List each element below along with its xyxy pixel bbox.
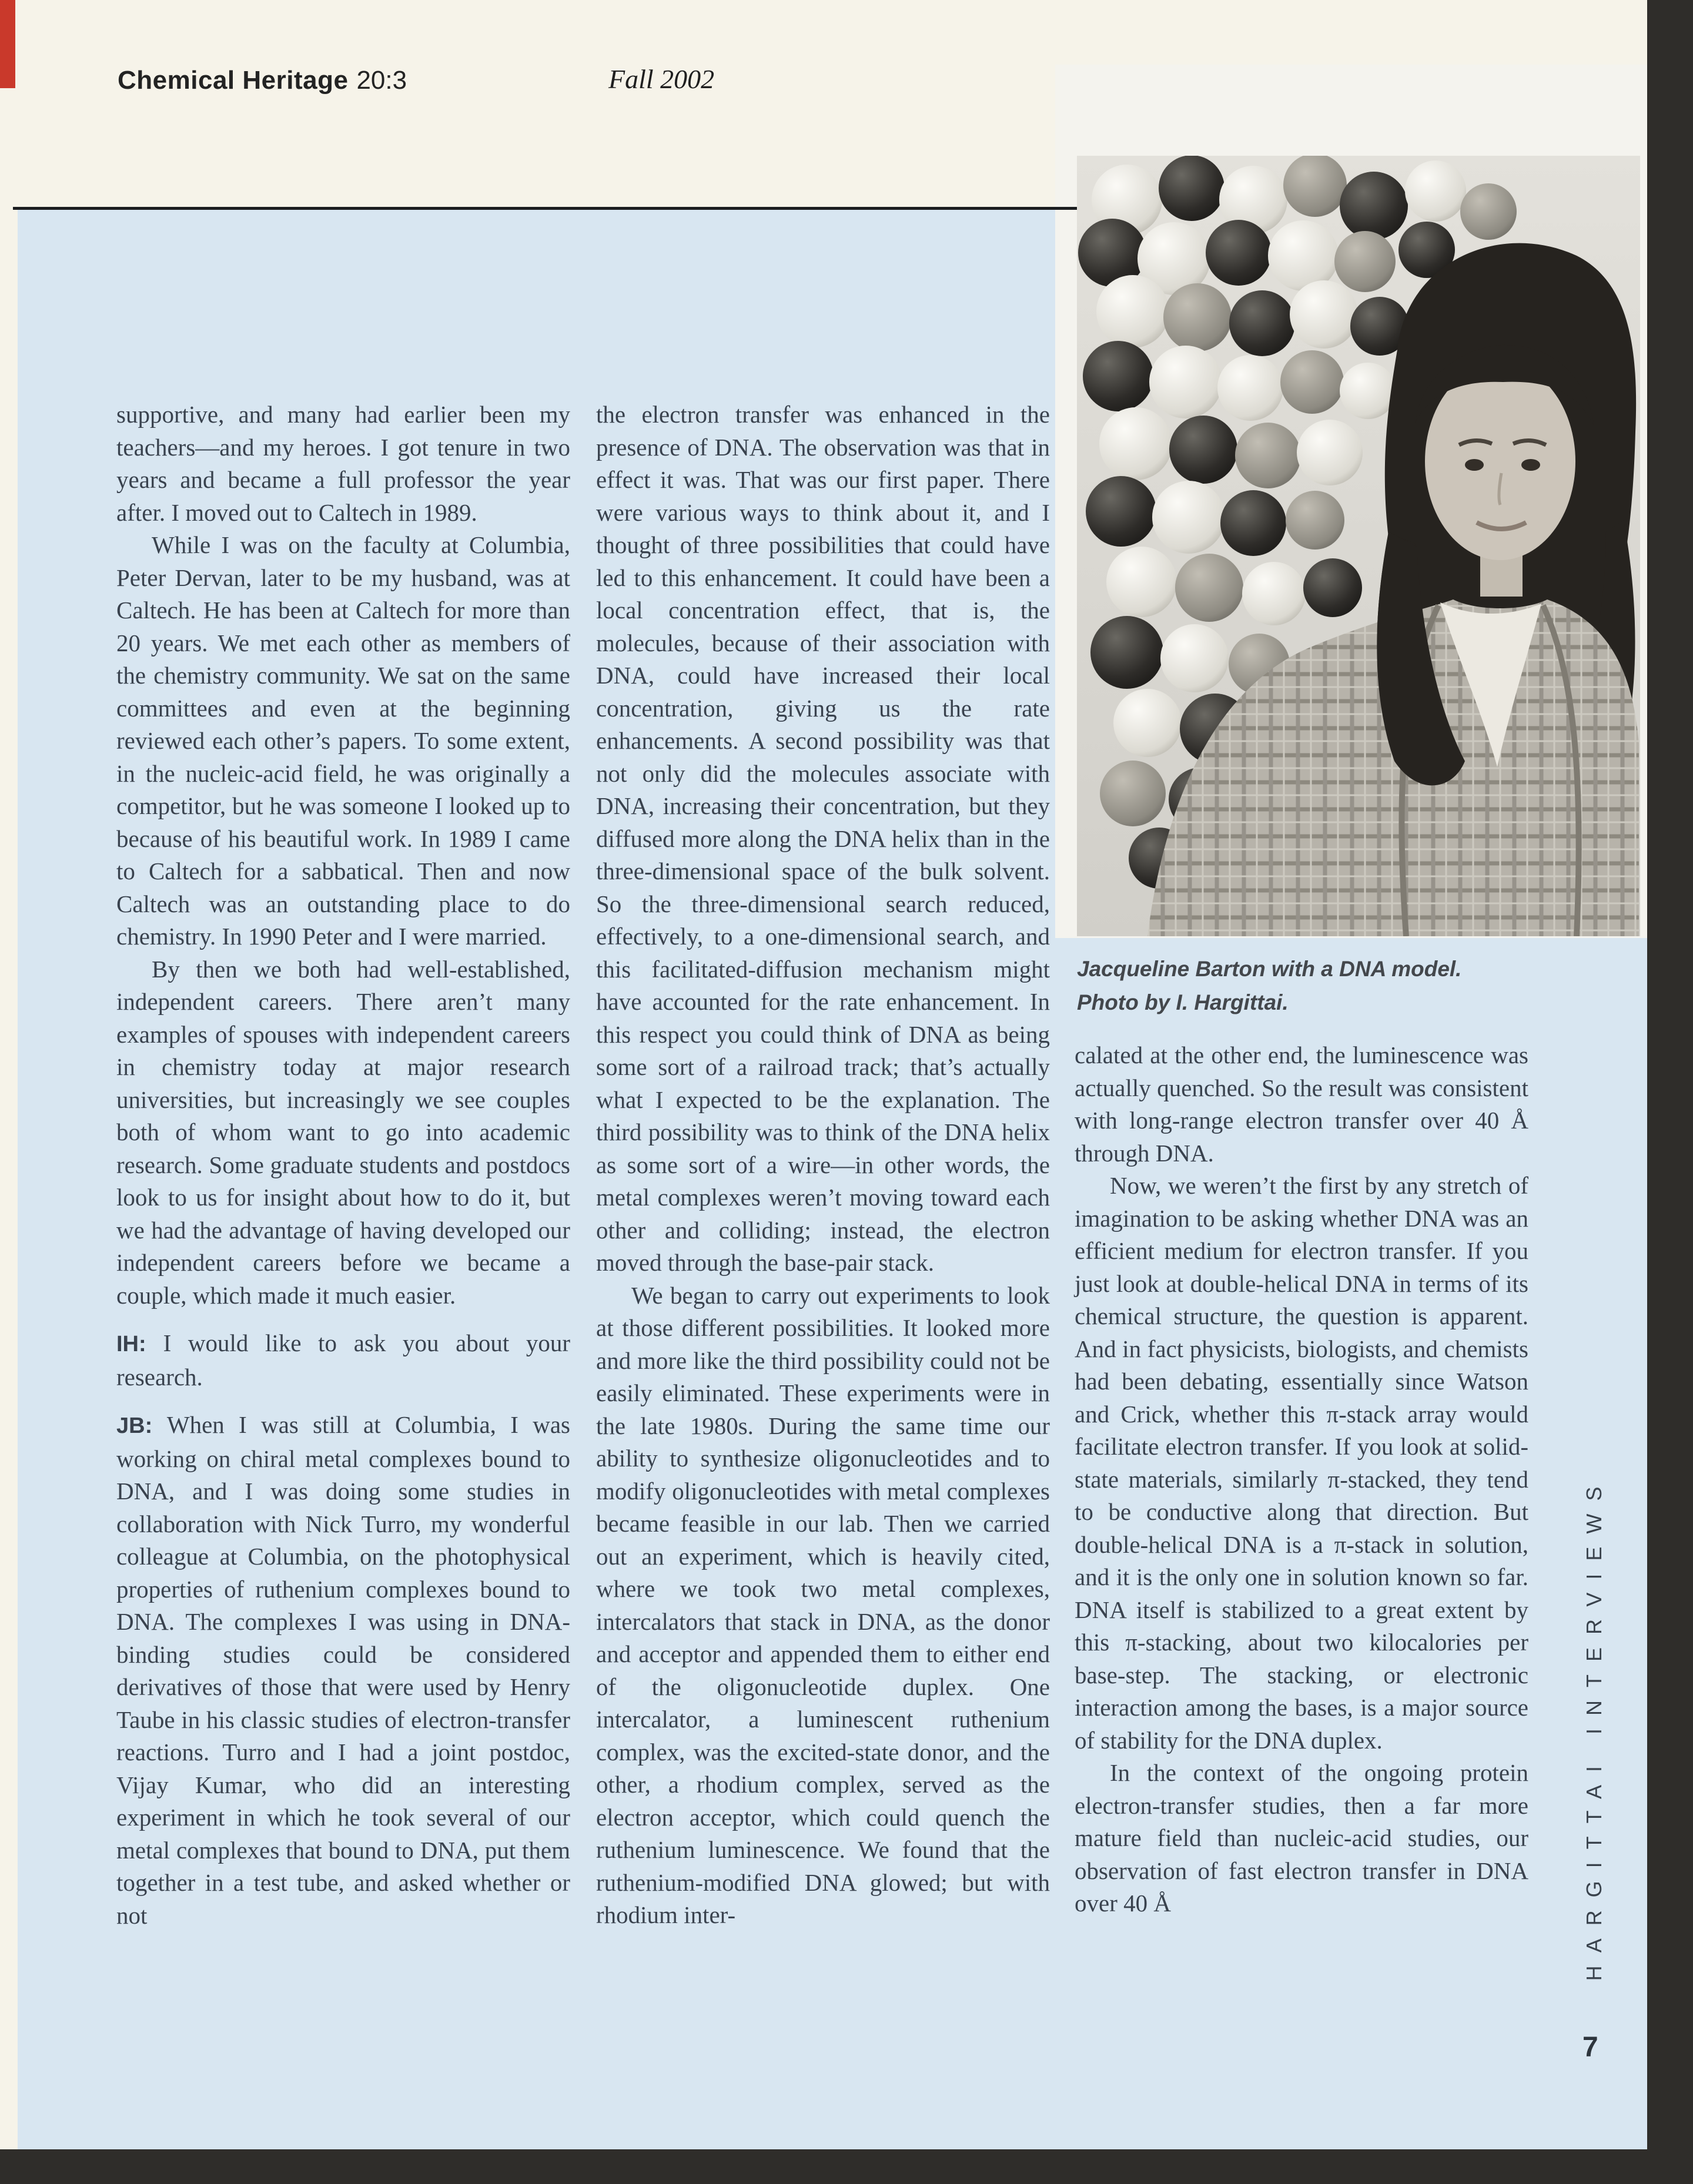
- issue-number: 20:3: [356, 66, 407, 95]
- speaker-label: IH:: [116, 1332, 163, 1356]
- speaker-label: JB:: [116, 1413, 167, 1438]
- text-column-1: [116, 398, 570, 2021]
- body-paragraph: calated at the other end, the luminescence was actually quenched. So the result was consistent with long-range electron transfer over 40 Å through DNA.: [1075, 1041, 1528, 1167]
- body-paragraph: Now, we weren’t the first by any stretch of imagination to be asking whether DNA was an efficient medium for electron transfer. If you just look at double-helical DNA in terms of its chemical structure, the question is apparent. And in fact physicists, biologists, and chemists had been debating, essentially since Watson and Crick, whether this π-stack array would facilitate electron transfer. If you look at solid-state materials, similarly π-stacked, they tend to be conductive along that direction. But double-helical DNA is a π-stack in solution, and it is the only one in solution known so far. DNA itself is stabilized to a great extent by this π-stacking, about two kilocalories per base-step. The stacking, or electronic interaction among the bases, is a major source of stability for the DNA duplex.: [1075, 1172, 1528, 1754]
- photo-caption-line1: Jacqueline Barton with a DNA model.: [1077, 957, 1462, 981]
- photo-caption: [1077, 952, 1606, 1019]
- issue-season: Fall 2002: [608, 64, 715, 94]
- text-column-2: [596, 398, 1050, 2021]
- body-paragraph: the electron transfer was enhanced in the presence of DNA. The observation was that in effect it was. That was our first paper. There were various ways to think about it, and I thought of three possibilities that could have led to this enhancement. It could have been a local concentration effect, that is, the molecules, because of their association with DNA, could have increased their local concentration, giving us the rate enhancements. A second possibility was that not only did the molecules associate with DNA, increasing their concentration, but they diffused more along the DNA helix than in the three-dimensional space of the bulk solvent. So the three-dimensional search reduced, effectively, to a one-dimensional search, and this facilitated-diffusion mechanism might have accounted for the rate enhancement. In this respect you could think of DNA as being some sort of a railroad track; that’s actually what I expected to be the explanation. The third possibility was to think of the DNA helix as some sort of a wire—in other words, the metal complexes weren’t moving toward each other and colliding; instead, the electron moved through the base-pair stack.: [596, 401, 1050, 1276]
- header-rule: [13, 207, 1089, 210]
- body-paragraph: We began to carry out experiments to look at those different possibilities. It looked more and more like the third possibility could not be easily eliminated. These experiments were in the late 1980s. During the same time our ability to synthesize oligonucleotides and to modify oligonucleotides with metal complexes became feasible in our lab. Then we carried out an experiment, which is heavily cited, where we took two metal complexes, intercalators that stack in DNA, as the donor and acceptor and appended them to either end of the oligonucleotide duplex. One intercalator, a luminescent ruthenium complex, was the excited-state donor, and the other, a rhodium complex, served as the electron acceptor, which could quench the ruthenium luminescence. We found that the ruthenium-modified DNA glowed; but with rhodium inter-: [596, 1281, 1050, 1928]
- body-paragraph: IH: I would like to ask you about your research.: [116, 1329, 570, 1391]
- text-column-3: [1075, 1039, 1528, 2050]
- body-paragraph: In the context of the ongoing protein electron-transfer studies, then a far more mature field than nucleic-acid studies, our observation of fast electron transfer in DNA over 40 Å: [1075, 1759, 1528, 1917]
- section-vertical-label: HARGITTAI INTERVIEWS: [1582, 1473, 1606, 1981]
- magazine-name: Chemical Heritage: [118, 66, 349, 95]
- binding-red-stripe: [0, 0, 15, 88]
- photo-caption-line2: Photo by I. Hargittai.: [1077, 990, 1289, 1014]
- body-paragraph: JB: When I was still at Columbia, I was working on chiral metal complexes bound to DNA, and I was doing some studies in collaboration with Nick Turro, my wonderful colleague at Columbia, on the photophysical properties of ruthenium complexes bound to DNA. The complexes I was using in DNA-binding studies could be considered derivatives of those that were used by Henry Taube in his classic studies of electron-transfer reactions. Turro and I had a joint postdoc, Vijay Kumar, who did an interesting experiment in which he took several of our metal complexes that bound to DNA, put them together in a test tube, and asked whether or not: [116, 1411, 570, 1929]
- body-paragraph: While I was on the faculty at Columbia, Peter Dervan, later to be my husband, was at Caltech. He has been at Caltech for more than 20 years. We met each other as members of the chemistry community. We sat on the same committees and even at the beginning reviewed each other’s papers. To some extent, in the nucleic-acid field, he was originally a competitor, but he was someone I looked up to because of his beautiful work. In 1989 I came to Caltech for a sabbatical. Then and now Caltech was an outstanding place to do chemistry. In 1990 Peter and I were married.: [116, 531, 570, 950]
- magazine-title: [118, 66, 407, 95]
- body-paragraph: supportive, and many had earlier been my teachers—and my heroes. I got tenure in two years and became a full professor the year after. I moved out to Caltech in 1989.: [116, 401, 570, 526]
- barton-photo: [1077, 156, 1640, 936]
- body-paragraph: By then we both had well-established, independent careers. There aren’t many examples of spouses with independent careers in chemistry today at major research universities, but increasingly we see couples both of whom want to go into academic research. Some graduate students and postdocs look to us for insight about how to do it, but we had the advantage of having developed our independent careers before we became a couple, which made it much easier.: [116, 955, 570, 1309]
- page-number: 7: [1582, 2032, 1598, 2063]
- barton-photo-art: [1077, 156, 1640, 936]
